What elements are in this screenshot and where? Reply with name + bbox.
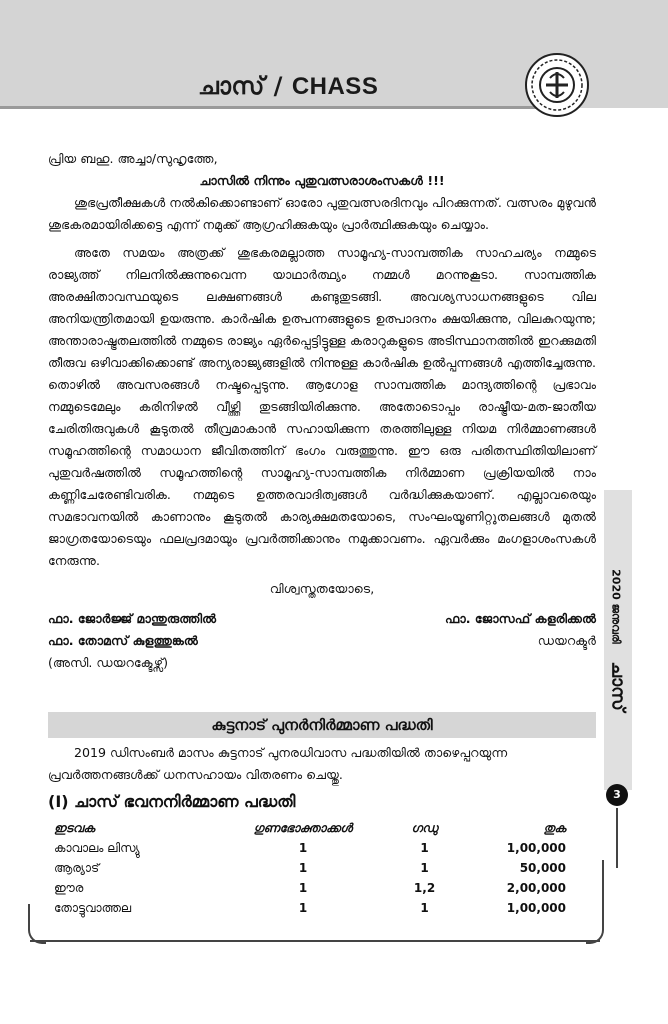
signature-row-1	[48, 608, 596, 630]
header-rule	[0, 106, 560, 109]
table-cell: കാവാലം ലിസ്യു	[54, 840, 140, 855]
page-number: 3	[606, 784, 628, 806]
signatory-role-note: (അസി. ഡയറക്ടേഴ്സ്)	[48, 655, 169, 670]
table-row	[50, 858, 570, 878]
side-running-head	[608, 569, 629, 711]
letter-closing: വിശ്വസ്തതയോടെ,	[269, 581, 375, 596]
table-cell: 1	[420, 901, 429, 915]
table-cell: 1	[298, 901, 308, 915]
table-cell: 50,000	[519, 861, 566, 875]
table-header-installment: ഗഡു	[411, 820, 438, 835]
table-cell: 1	[298, 841, 308, 855]
table-cell: 1	[298, 861, 308, 875]
table-row	[50, 878, 570, 898]
header-title-latin: CHASS	[291, 73, 379, 100]
beneficiary-table	[50, 818, 570, 918]
signature-row-2	[48, 630, 596, 652]
letter-paragraph: ശുഭപ്രതീക്ഷകൾ നൽകിക്കൊണ്ടാണ് ഓരോ പുതുവത്സരദിനവും പിറക്കുന്നത്. വത്സരം മുഴുവൻ ശുഭകരമായിരിക്കട്ടെ എന്ന് നമുക്ക് ആഗ്രഹിക്കുകയും പ്രാർത്ഥിക്കുകയും ചെയ്യാം.	[48, 195, 596, 232]
section-intro-text: 2019 ഡിസംബർ മാസം കുട്ടനാട് പുനരധിവാസ പദ്ധതിയിൽ താഴെപ്പറയുന്ന പ്രവർത്തനങ്ങൾക്ക് ധനസഹായം വിതരണം ചെയ്തു.	[48, 745, 508, 782]
magazine-name: ചാസ്	[607, 661, 629, 711]
section-title: കുട്ടനാട് പുനർനിർമ്മാണ പദ്ധതി	[48, 712, 596, 738]
footer-rule	[30, 940, 600, 942]
signatory-name: ഫാ. ജോർജ്ജ് മാന്തുരുത്തിൽ	[48, 611, 217, 626]
table-cell: 1,2	[413, 881, 436, 895]
table-header-parish: ഇടവക	[54, 820, 95, 835]
letter-paragraph: അതേ സമയം അത്രക്ക് ശുഭകരമല്ലാത്ത സാമൂഹ്യ-സാമ്പത്തിക സാഹചര്യം നമ്മുടെ രാജ്യത്ത് നിലനിൽക്കുന്നുവെന്ന യാഥാർത്ഥ്യം നമ്മൾ മറന്നുകൂടാ. സാമ്പത്തിക അരക്ഷിതാവസ്ഥയുടെ ലക്ഷണങ്ങൾ കണ്ടുതുടങ്ങി. അവശ്യസാധനങ്ങളുടെ വില അനിയന്ത്രിതമായി ഉയരുന്നു. കാർഷിക ഉത്പന്നങ്ങളുടെ ഉത്പാദനം ക്ഷയിക്കുന്നു, വിലകുറയുന്നു; അന്താരാഷ്ട്രതലത്തിൽ നമ്മുടെ രാജ്യം ഏർപ്പെട്ടിട്ടുള്ള കരാറുകളുടെ അടിസ്ഥാനത്തിൽ ഇറക്കുമതി തീരുവ ഒഴിവാക്കിക്കൊണ്ട് അന്യരാജ്യങ്ങളിൽ നിന്നുള്ള കാർഷിക ഉൽപ്പന്നങ്ങൾ എത്തിച്ചേരുന്നു. തൊഴിൽ അവസരങ്ങൾ നഷ്ടപ്പെടുന്നു. ആഗോള സാമ്പത്തിക മാന്ദ്യത്തിന്റെ പ്രഭാവം നമ്മുടെമേലും കരിനിഴൽ വീഴ്ത്തി തുടങ്ങിയിരിക്കുന്നു. അതോടൊപ്പം രാഷ്ട്രീയ-മത-ജാതീയ ചേരിതിരുവുകൾ കൂടുതൽ തീവ്രമാകാൻ സഹായിക്കുന്ന തരത്തിലുള്ള നിയമ നിർമ്മാണങ്ങൾ സമൂഹത്തിന്റെ സമാധാന ജീവിതത്തിന് ഭംഗം വരുത്തുന്നു. ഈ ഒരു പരിതസ്ഥിതിയിലാണ് പുതുവർഷത്തിൽ സമൂഹത്തിന്റെ സാമൂഹ്യ-സാമ്പത്തിക നിർമ്മാണ പ്രക്രിയയിൽ നാം കണ്ണിചേരേണ്ടിവരിക. നമ്മുടെ ഉത്തരവാദിത്വങ്ങൾ വർദ്ധിക്കുകയാണ്. എല്ലാവരെയും സമഭാവനയിൽ കാണാനും കൂടുതൽ കാര്യക്ഷമതയോടെ, സംഘംയൂണിറ്റുതലങ്ങൾ മുതൽ ജാഗ്രതയോടെയും ഫലപ്രദമായും പ്രവർത്തിക്കാനും നമുക്കാവണം. ഏവർക്കും മംഗളാശംസകൾ നേരുന്നു.	[48, 245, 596, 568]
table-cell: ആര്യാട്	[54, 860, 100, 875]
table-row	[50, 838, 570, 858]
footer-rule-cap-right	[586, 860, 604, 944]
section-intro	[48, 742, 596, 786]
table-row	[50, 898, 570, 918]
table-cell: 1,00,000	[506, 841, 566, 855]
table-cell: 1	[420, 841, 429, 855]
side-rule	[616, 808, 618, 868]
letter-body	[48, 148, 596, 678]
table-header-row	[50, 818, 570, 838]
table-cell: 1	[420, 861, 429, 875]
table-header-beneficiaries: ഗുണഭോക്താക്കൾ	[253, 820, 353, 835]
signatory-name: ഫാ. തോമസ് കുളത്തുങ്കൽ	[48, 633, 198, 648]
table-cell: തോട്ടുവാത്തല	[54, 900, 132, 915]
footer-rule-cap-left	[28, 904, 46, 944]
table-cell: 2,00,000	[506, 881, 566, 895]
header-title-malayalam: ചാസ് /	[198, 72, 283, 100]
table-cell: ഈര	[54, 880, 84, 895]
signatory-role: ഡയറക്ടർ	[537, 633, 596, 648]
page-header-title	[198, 72, 378, 101]
letter-greeting: ചാസിൽ നിന്നും പുതുവത്സരാശംസകൾ !!!	[199, 173, 445, 188]
issue-date: 2020 ജനുവരി	[609, 569, 623, 644]
sub-heading: (I) ചാസ് ഭവനനിർമ്മാണ പദ്ധതി	[48, 792, 296, 811]
letter-salutation: പ്രിയ ബഹു. അച്ചാ/സുഹൃത്തേ,	[48, 151, 218, 166]
table-header-amount: തുക	[543, 820, 566, 835]
signatory-name: ഫാ. ജോസഫ് കളരിക്കൽ	[444, 611, 596, 626]
table-cell: 1,00,000	[506, 901, 566, 915]
chass-emblem-icon	[524, 52, 590, 118]
table-cell: 1	[298, 881, 308, 895]
